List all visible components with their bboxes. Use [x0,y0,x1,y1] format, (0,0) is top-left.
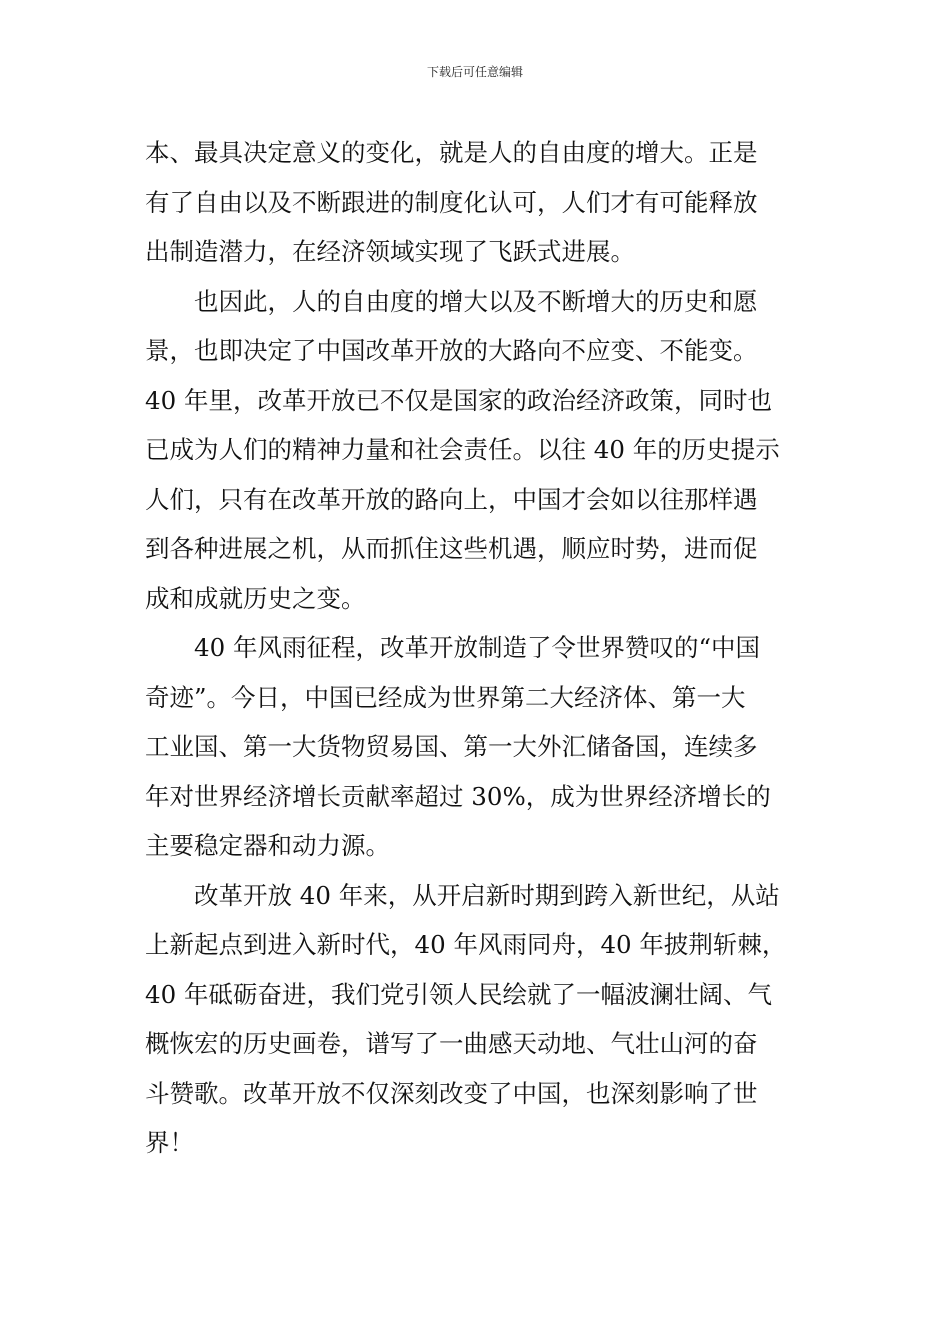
page-header: 下载后可任意编辑 [426,65,523,79]
text-line: 40 年里，改革开放已不仅是国家的政治经济政策，同时也 [145,385,772,415]
text-line: 年对世界经济增长贡献率超过 30%，成为世界经济增长的 [145,781,771,811]
paragraph-3 [145,623,815,871]
text-line: 也因此，人的自由度的增大以及不断增大的历史和愿 [194,286,758,316]
text-line: 本、最具决定意义的变化，就是人的自由度的增大。正是 [145,138,758,167]
text-line: 上新起点到进入新时代，40 年风雨同舟，40 年披荆斩棘， [145,930,787,959]
text-line: 改革开放 40 年来，从开启新时期到跨入新世纪，从站 [194,880,780,910]
paragraph-1 [145,128,815,277]
text-line: 成和成就历史之变。 [145,583,366,613]
text-line: 40 年砥砺奋进，我们党引领人民绘就了一幅波澜壮阔、气 [145,979,772,1009]
text-line: 到各种进展之机，从而抓住这些机遇，顺应时势，进而促 [145,534,758,563]
text-line: 有了自由以及不断跟进的制度化认可，人们才有可能释放 [145,187,758,217]
paragraph-4 [145,871,815,1168]
text-line: 人们，只有在改革开放的路向上，中国才会如以往那样遇 [145,484,758,514]
text-line: 斗赞歌。改革开放不仅深刻改变了中国，也深刻影响了世 [145,1078,758,1108]
text-line: 出制造潜力，在经济领域实现了飞跃式进展。 [145,237,635,266]
paragraph-2 [145,277,815,624]
body-text [145,128,815,1168]
text-line: 40 年风雨征程，改革开放制造了令世界赞叹的“中国 [194,633,760,662]
text-line: 奇迹”。今日，中国已经成为世界第二大经济体、第一大 [145,682,746,712]
text-line: 概恢宏的历史画卷，谱写了一曲感天动地、气壮山河的奋 [145,1029,758,1058]
text-line: 已成为人们的精神力量和社会责任。以往 40 年的历史提示 [145,435,780,464]
text-line: 界！ [145,1128,194,1157]
text-line: 景，也即决定了中国改革开放的大路向不应变、不能变。 [145,336,758,365]
text-line: 主要稳定器和动力源。 [145,831,390,860]
text-line: 工业国、第一大货物贸易国、第一大外汇储备国，连续多 [145,732,758,761]
